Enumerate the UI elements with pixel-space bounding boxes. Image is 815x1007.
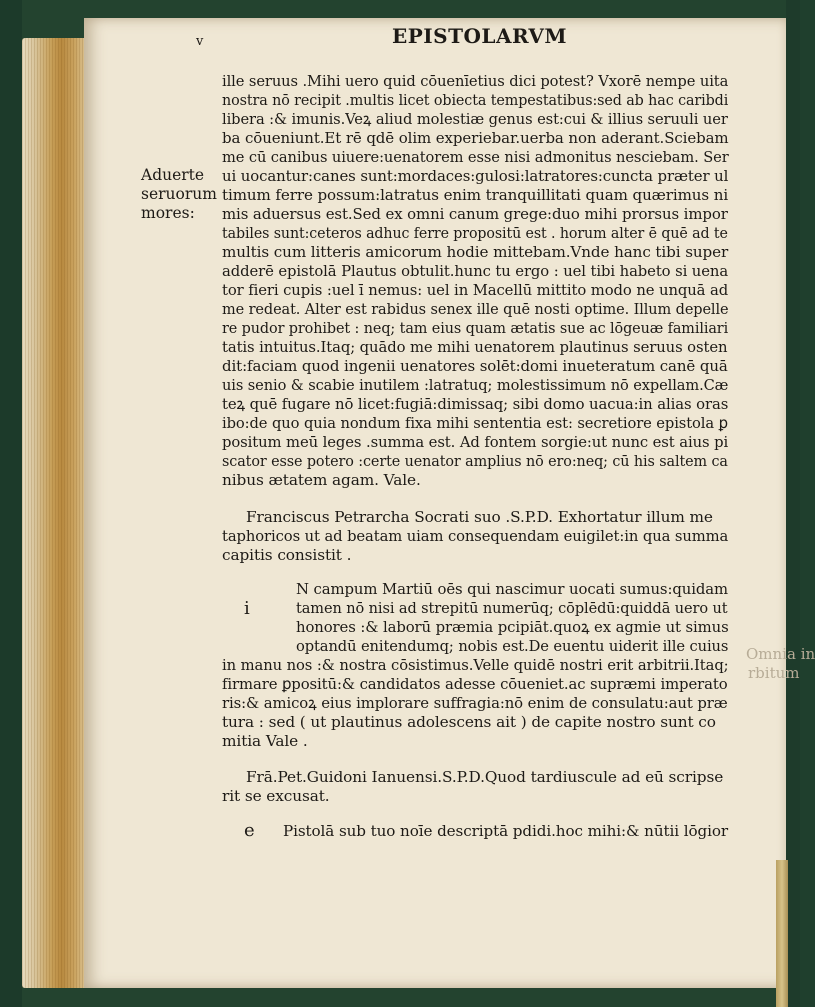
- bookmark-ribbon: [776, 860, 788, 1007]
- body-line: ba cōueniunt.Et rē qdē olim experiebar.uerba non aderant.Sciebam: [222, 129, 729, 147]
- body-line: N campum Martiū oēs qui nascimur uocati sumus:quidam: [296, 580, 729, 598]
- body-line: me redeat. Alter est rabidus senex ille quē nosti optime. Illum depelle: [222, 300, 729, 318]
- margin-note-line: mores:: [141, 204, 195, 222]
- body-line: tura : sed ( ut plautinus adolescens ait ) de capite nostro sunt co: [222, 713, 716, 731]
- body-line: re pudor prohibet : neq; tam eius quam ætatis sue ac lōgeuæ familiari: [222, 319, 729, 337]
- guide-letter-initial: e: [244, 820, 255, 841]
- body-line: dit:faciam quod ingenii uenatores solēt:domi inueteratum canē quā: [222, 357, 728, 375]
- left-board: [0, 0, 22, 1007]
- body-line: adderē epistolā Plautus obtulit.hunc tu ergo : uel tibi habeto si uena: [222, 262, 729, 280]
- body-line: uis senio & scabie inutilem :latratuq; molestissimum nō expellam.Cæ: [222, 376, 729, 394]
- body-line: libera :& imunis.Veꝝ aliud molestiæ genus est:cui & illius seruuli uer: [222, 110, 728, 128]
- margin-note-line: Aduerte: [141, 166, 205, 184]
- body-line: tamen nō nisi ad strepitū numerūq; cōplēdū:quiddā uero ut: [296, 599, 728, 617]
- letter-heading-line: taphoricos ut ad beatam uiam consequendam euigilet:in qua summa: [222, 527, 729, 545]
- body-line: ille seruus .Mihi uero quid cōuenīetius dici potest? Vxorē nempe uita: [222, 72, 729, 90]
- body-line: tor fieri cupis :uel ī nemus: uel in Macellū mittito modo ne unquā ad: [222, 281, 729, 299]
- right-board: [786, 0, 800, 1007]
- body-line: nibus ætatem agam. Vale.: [222, 471, 421, 489]
- body-line: tabiles sunt:ceteros adhuc ferre propositū est . horum alter ē quē ad te: [222, 224, 728, 242]
- body-line: in manu nos :& nostra cōsistimus.Velle quidē nostri erit arbitrii.Itaq;: [222, 656, 729, 674]
- body-line: me cū canibus uiuere:uenatorem esse nisi admonitus nesciebam. Ser: [222, 148, 729, 166]
- body-line: Pistolā sub tuo noīe descriptā pdidi.hoc mihi:& nūtii lōgior: [283, 822, 729, 840]
- body-line: teꝝ quē fugare nō licet:fugiā:dimissaq; sibi domo uacua:in alias oras: [222, 395, 729, 413]
- letter-heading-line: Frā.Pet.Guidoni Ianuensi.S.P.D.Quod tardiuscule ad eū scripse: [246, 768, 724, 786]
- body-line: mitia Vale .: [222, 732, 308, 750]
- letter-heading-line: capitis consistit .: [222, 546, 352, 564]
- letter-heading-line: rit se excusat.: [222, 787, 330, 805]
- gilt-page-edges: [22, 38, 88, 988]
- running-header: EPISTOLARVM: [392, 24, 568, 48]
- body-line: ris:& amicoꝝ eius implorare suffragia:nō enim de consulatu:aut præ: [222, 694, 728, 712]
- margin-note-line: seruorum: [141, 185, 217, 203]
- body-line: positum meū leges .summa est. Ad fontem sorgie:ut nunc est aius pi: [222, 433, 729, 451]
- letter-heading-line: Franciscus Petrarcha Socrati suo .S.P.D. Exhortatur illum me: [246, 508, 713, 526]
- body-line: timum ferre possum:latratus enim tranquillitati quam quærimus ni: [222, 186, 729, 204]
- body-line: scator esse potero :certe uenator amplius nō ero:neq; cū his saltem ca: [222, 452, 728, 470]
- body-line: honores :& laborū præmia pcipiāt.quoꝝ ex agmie ut simus: [296, 618, 729, 636]
- body-line: ui uocantur:canes sunt:mordaces:gulosi:latratores:cuncta præter ul: [222, 167, 729, 185]
- body-line: firmare ꝑpositū:& candidatos adesse cōueniet.ac supræmi imperato: [222, 675, 728, 693]
- body-line: mis aduersus est.Sed ex omni canum grege:duo mihi prorsus impor: [222, 205, 728, 223]
- show-through-text: rbitum: [748, 664, 800, 682]
- folio-mark: v: [196, 34, 204, 49]
- body-line: nostra nō recipit .multis licet obiecta tempestatibus:sed ab hac caribdi: [222, 91, 729, 109]
- body-line: optandū enitendumq; nobis est.De euentu uiderit ille cuius: [296, 637, 729, 655]
- body-line: tatis intuitus.Itaq; quādo me mihi uenatorem plautinus seruus osten: [222, 338, 728, 356]
- guide-letter-initial: i: [244, 598, 250, 619]
- show-through-text: Omnia in: [746, 645, 815, 663]
- body-line: ibo:de quo quia nondum fixa mihi sententia est: secretiore epistola ꝑ: [222, 414, 728, 432]
- body-line: multis cum litteris amicorum hodie mittebam.Vnde hanc tibi super: [222, 243, 729, 261]
